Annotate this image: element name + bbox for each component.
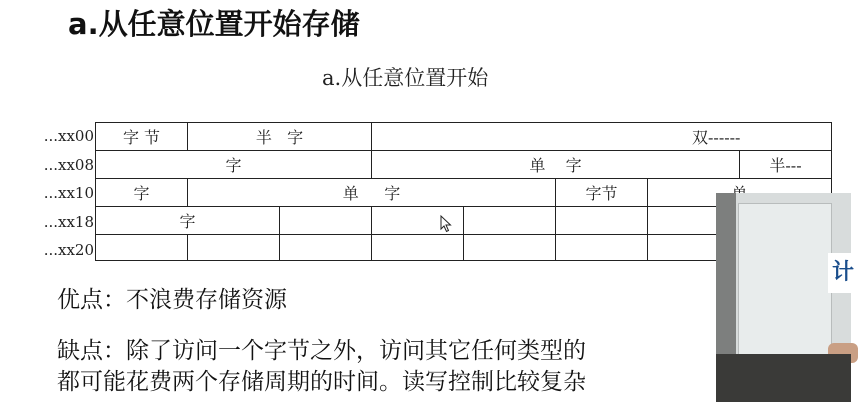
table-cell: 字 — [95, 206, 280, 235]
slide-subtitle: a.从任意位置开始 — [322, 66, 489, 90]
table-cell — [463, 206, 556, 235]
table-cell: 单 字 — [371, 150, 740, 179]
table-cell: 单 字 — [187, 178, 556, 207]
table-cell: 字 — [95, 178, 188, 207]
disadvantage-text-line1: 缺点：除了访问一个字节之外，访问其它任何类型的 — [57, 338, 586, 364]
slide-heading: a.从任意位置开始存储 — [68, 7, 360, 41]
table-cell: 双------ — [371, 122, 832, 151]
address-label: ...xx08 — [43, 155, 94, 174]
table-cell — [279, 234, 372, 261]
lecturer-video-overlay — [716, 193, 855, 402]
video-podium — [716, 354, 851, 402]
table-cell — [187, 234, 280, 261]
table-cell — [463, 234, 556, 261]
table-cell — [371, 234, 464, 261]
address-label: ...xx20 — [43, 241, 94, 259]
table-cell: 字 — [95, 150, 372, 179]
address-label: ...xx18 — [43, 212, 94, 231]
table-cell: 字 节 — [95, 122, 188, 151]
table-cell — [279, 206, 372, 235]
table-cell: 字节 — [555, 178, 648, 207]
table-cell — [555, 234, 648, 261]
table-cell — [555, 206, 648, 235]
mouse-cursor-icon — [440, 215, 452, 233]
advantage-text: 优点：不浪费存储资源 — [57, 287, 287, 313]
video-sign: 计 — [828, 253, 858, 293]
disadvantage-text-line2: 都可能花费两个存储周期的时间。读写控制比较复杂 — [57, 369, 586, 395]
address-label: ...xx00 — [43, 127, 94, 145]
table-cell — [95, 234, 188, 261]
address-column — [14, 122, 94, 265]
table-cell: 半 字 — [187, 122, 372, 151]
table-cell: 半--- — [739, 150, 832, 179]
address-label: ...xx10 — [43, 184, 94, 202]
